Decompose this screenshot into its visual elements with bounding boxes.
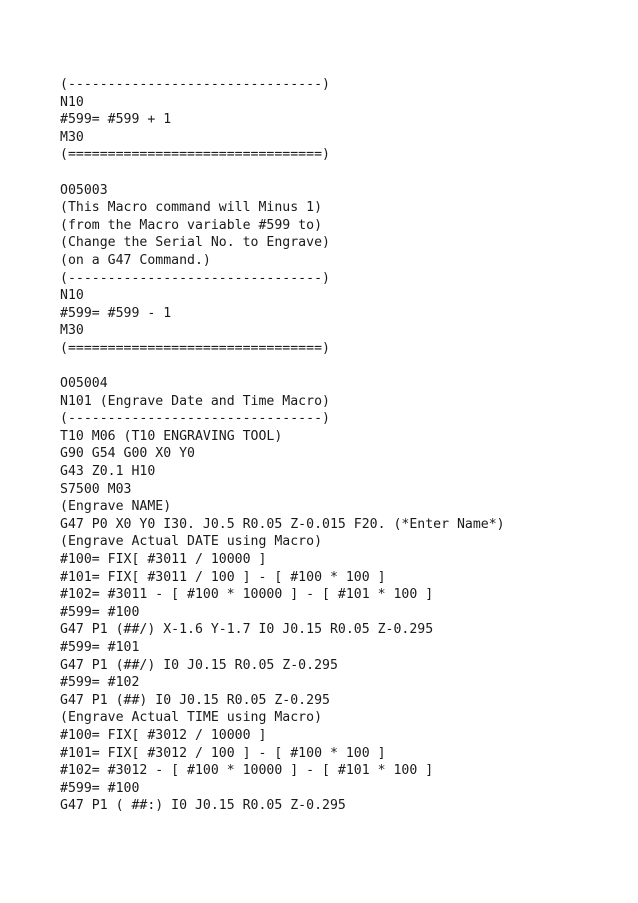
- code-line: #102= #3012 - [ #100 * 10000 ] - [ #101 * 100 ]: [60, 763, 434, 779]
- code-line: #599= #599 + 1: [60, 112, 172, 128]
- code-line: G43 Z0.1 H10: [60, 464, 156, 480]
- code-line: #101= FIX[ #3012 / 100 ] - [ #100 * 100 ]: [60, 745, 386, 761]
- code-line: N10: [60, 288, 84, 304]
- code-line: M30: [60, 129, 84, 145]
- code-line: (This Macro command will Minus 1): [60, 200, 323, 216]
- code-line: T10 M06 (T10 ENGRAVING TOOL): [60, 428, 283, 444]
- code-line: (Engrave Actual DATE using Macro): [60, 534, 323, 550]
- code-line: [60, 164, 505, 182]
- code-line: G90 G54 G00 X0 Y0: [60, 446, 195, 462]
- code-line: (Engrave NAME): [60, 499, 172, 515]
- code-line: M30: [60, 323, 84, 339]
- code-line: #101= FIX[ #3011 / 100 ] - [ #100 * 100 ]: [60, 569, 386, 585]
- code-line: S7500 M03: [60, 481, 132, 497]
- gcode-listing: [60, 76, 505, 815]
- code-line: (from the Macro variable #599 to): [60, 217, 323, 233]
- code-line: #100= FIX[ #3011 / 10000 ]: [60, 552, 267, 568]
- code-line: (================================): [60, 340, 330, 356]
- code-line: #599= #100: [60, 780, 140, 796]
- code-line: O05004: [60, 376, 108, 392]
- code-line: (--------------------------------): [60, 270, 330, 286]
- code-line: N101 (Engrave Date and Time Macro): [60, 393, 330, 409]
- code-line: G47 P1 (##/) I0 J0.15 R0.05 Z-0.295: [60, 657, 338, 673]
- code-line: (Change the Serial No. to Engrave): [60, 235, 330, 251]
- code-line: #102= #3011 - [ #100 * 10000 ] - [ #101 * 100 ]: [60, 587, 434, 603]
- code-line: G47 P0 X0 Y0 I30. J0.5 R0.05 Z-0.015 F20. (*Enter Name*): [60, 516, 505, 532]
- code-line: #100= FIX[ #3012 / 10000 ]: [60, 727, 267, 743]
- code-line: #599= #102: [60, 675, 140, 691]
- code-line: G47 P1 ( ##:) I0 J0.15 R0.05 Z-0.295: [60, 798, 346, 814]
- code-line: (--------------------------------): [60, 77, 330, 92]
- code-line: #599= #100: [60, 604, 140, 620]
- code-line: G47 P1 (##) I0 J0.15 R0.05 Z-0.295: [60, 692, 330, 708]
- code-line: G47 P1 (##/) X-1.6 Y-1.7 I0 J0.15 R0.05 Z-0.295: [60, 622, 434, 638]
- code-line: N10: [60, 94, 84, 110]
- code-line: #599= #599 - 1: [60, 305, 172, 321]
- code-line: #599= #101: [60, 640, 140, 655]
- code-line: (on a G47 Command.): [60, 252, 211, 268]
- code-line: (Engrave Actual TIME using Macro): [60, 710, 323, 726]
- code-line: [60, 358, 505, 376]
- code-line: (--------------------------------): [60, 411, 330, 427]
- code-line: (================================): [60, 147, 330, 163]
- code-line: O05003: [60, 182, 108, 198]
